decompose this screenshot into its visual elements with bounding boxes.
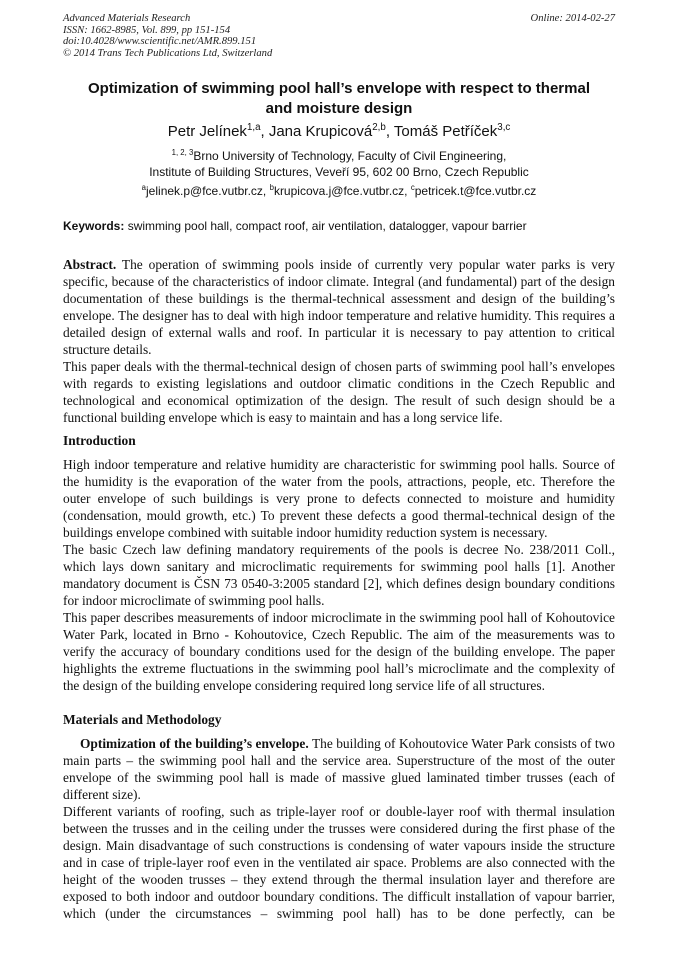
keywords-label: Keywords: [63,219,125,233]
introduction-heading: Introduction [63,433,136,448]
methodology-paragraph-2: Different variants of roofing, such as triple-layer roof or double-layer roof with thermal insulation between the trusses and in the ceiling under the trusses were considered during the first phase of the design. Main disadvantage of such constructions is condensing of water vapours inside the structure and in case of triple-layer roof even in the ventilated air space. Problems are also connected with the height of the wooden trusses – they extend through the thermal insulation layer and therefore are exposed to both indoor and outdoor boundary conditions. The difficult installation of vapour barrier, which (under the circumstances – swimming pool hall) has to be done perfectly, can be [63,804,615,921]
doi-line: doi:10.4028/www.scientific.net/AMR.899.151 [63,36,257,48]
abstract-paragraph-2: This paper deals with the thermal-technical design of chosen parts of swimming pool hall’s envelopes with regards to existing legislations and outdoor climatic conditions in the Czech Republic and technological and economical optimization of the design. The result of such design should be a functional building envelope which is easy to maintain and has a long service life. [63,359,615,425]
abstract-label: Abstract. [63,257,117,272]
copyright-line: © 2014 Trans Tech Publications Ltd, Switzerland [63,47,273,59]
abstract-text-1: The operation of swimming pools inside of currently very popular water parks is very specific, because of the characteristics of indoor climate. Integral (and fundamental) part of the design documentation of these buildings is the thermal-technical assessment and design of the building’s envelope. The designer has to deal with high indoor temperature and relative humidity. This requires a detailed design of external walls and roof. In particular it is necessary to pay attention to critical structure details. [63,257,615,357]
email-link[interactable]: krupicova.j@fce.vutbr.cz [273,184,405,198]
introduction-paragraph-1: High indoor temperature and relative humidity are characteristic for swimming pool halls. Source of the humidity is the evaporation of the water from the pools, attractions, people, etc. Therefore the outer envelope of such buildings is very prone to defects connected to moisture and humidity (condensation, mould growth, etc.) To prevent these defects a good thermal-technical design of the buildings envelope combined with suitable indoor humidity reduction system is necessary. [63,457,615,540]
online-date: Online: 2014-02-27 [530,13,615,24]
affiliation-line-2: Institute of Building Structures, Veveří 95, 602 00 Brno, Czech Republic [149,164,529,179]
email-mark: c [410,183,415,192]
introduction-body [63,456,615,694]
author-affil-mark: 3,c [497,122,511,133]
keywords-text: swimming pool hall, compact roof, air ventilation, datalogger, vapour barrier [124,219,527,233]
title-line-2: and moisture design [265,100,413,117]
author-affil-mark: 1,a [246,122,261,133]
methodology-paragraph-1 [63,735,615,803]
email-list: $^a$jelinek.p@fce.vutbr.cz, $^b$krupicova.j@fce.vutbr.cz, $^c$petricek.t@fce.vutbr.cz [141,183,537,198]
methodology-heading: Materials and Methodology [63,712,222,727]
journal-name: Advanced Materials Research [63,13,191,24]
methodology-text-1: The building of Kohoutovice Water Park consists of two main parts – the swimming pool hall and the service area. Superstructure of the most of the outer envelope of the swimming pool hall is made of massive glued laminated timber trusses (each of different size). [63,736,615,802]
introduction-paragraph-2: The basic Czech law defining mandatory requirements of the pools is decree No. 238/2011 Coll., which lays down sanitary and microclimatic requirements for swimming pool halls [1]. Another mandatory document is ČSN 73 0540-3:2005 standard [2], which defines design boundary conditions for indoor microclimate of swimming pool halls. [63,542,615,608]
author-name: Jana Krupicová [268,123,373,140]
abstract-paragraph-1 [63,256,615,358]
introduction-paragraph-3: This paper describes measurements of indoor microclimate in the swimming pool hall of Kohoutovice Water Park, located in Brno - Kohoutovice, Czech Republic. The aim of the measurements was to verify the accuracy of boundary conditions used for the design of the building envelope. The paper highlights the extreme fluctuations in the swimming pool hall’s microclimate and the complexity of the design of the building envelope considering required long service life of all structures. [63,610,615,693]
author-name: Petr Jelínek [167,123,247,140]
email-link[interactable]: jelinek.p@fce.vutbr.cz [146,184,263,198]
issn-line: ISSN: 1662-8985, Vol. 899, pp 151-154 [63,24,231,36]
author-name: Tomáš Petříček [393,123,498,140]
paper-title [63,79,615,119]
affiliation [63,149,615,180]
keywords [63,219,615,234]
affiliation-line-1: Brno University of Technology, Faculty of Civil Engineering, [193,149,507,163]
author-list: Petr Jelínek$^{1,a}$, Jana Krupicová$^{2,b}$, Tomáš Petříček$^{3,c}$ [167,122,511,140]
author-affil-mark: 2,b [372,122,386,133]
methodology-subheading: Optimization of the building’s envelope. [80,736,309,751]
title-line-1: Optimization of swimming pool hall’s envelope with respect to thermal [87,80,590,97]
journal-header [63,13,272,59]
email-mark: a [141,183,147,192]
affiliation-mark: 1, 2, 3 [171,148,194,157]
methodology-body [63,735,615,922]
email-mark: b [269,183,274,192]
abstract [63,256,615,426]
email-link[interactable]: petricek.t@fce.vutbr.cz [414,184,537,198]
